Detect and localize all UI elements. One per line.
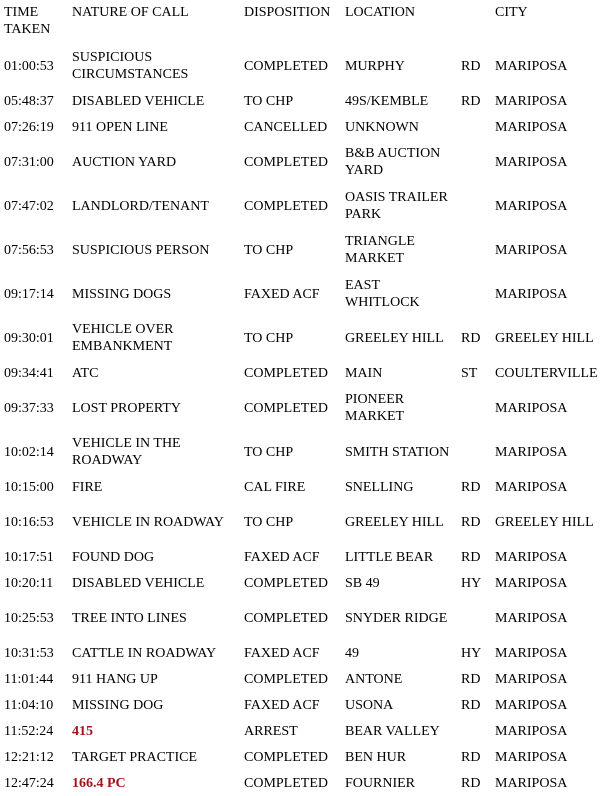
cell-location: BEN HUR [345,749,407,765]
cell-suffix: RD [461,671,481,687]
cell-city: MARIPOSA [495,93,568,109]
cell-time: 01:00:53 [4,58,54,74]
table-row [0,114,614,140]
table-row [0,640,614,666]
table-row [0,44,614,88]
cell-nature: VEHICLE IN ROADWAY [72,514,224,530]
header-disposition: DISPOSITION [244,5,331,20]
cell-location: 49 [345,645,359,661]
cell-suffix: RD [461,749,481,765]
cell-suffix [457,140,491,184]
cell-time: 10:15:00 [4,479,54,495]
cell-disposition: FAXED ACF [244,286,320,302]
cell-city: COULTERVILLE [495,365,598,381]
cell-disposition: CAL FIRE [244,479,306,495]
cell-suffix: RD [461,514,481,530]
cell-time: 07:56:53 [4,242,54,258]
cell-time: 12:47:24 [4,775,54,791]
cell-disposition: COMPLETED [244,365,328,381]
cell-city: MARIPOSA [495,575,568,591]
cell-time: 07:26:19 [4,119,54,135]
cell-location: MAIN [345,365,383,381]
cell-time: 09:17:14 [4,286,54,302]
cell-time: 10:20:11 [4,575,54,591]
cell-location: SNYDER RIDGE [345,610,448,626]
table-row [0,184,614,228]
cell-disposition: ARREST [244,723,298,739]
cell-city: MARIPOSA [495,775,568,791]
table-row [0,744,614,770]
header-nature-of-call: NATURE OF CALL [72,5,189,20]
header-city: CITY [495,5,528,20]
cell-suffix: HY [461,645,482,661]
call-log-table [0,4,614,796]
cell-city: GREELEY HILL [495,330,594,346]
cell-city: MARIPOSA [495,610,568,626]
cell-nature: LANDLORD/TENANT [72,198,209,214]
cell-time: 05:48:37 [4,93,54,109]
cell-disposition: COMPLETED [244,775,328,791]
cell-city: MARIPOSA [495,119,568,135]
cell-suffix: RD [461,549,481,565]
table-row [0,718,614,744]
table-row [0,596,614,640]
cell-location: BEAR VALLEY [345,723,440,739]
cell-suffix: RD [461,697,481,713]
cell-disposition: CANCELLED [244,119,328,135]
cell-suffix: HY [461,575,482,591]
cell-city: MARIPOSA [495,154,568,170]
cell-disposition: FAXED ACF [244,549,320,565]
cell-city: MARIPOSA [495,723,568,739]
cell-city: MARIPOSA [495,549,568,565]
cell-location: LITTLE BEAR [345,549,434,565]
cell-suffix [457,430,491,474]
cell-disposition: TO CHP [244,93,294,109]
cell-nature: ATC [72,365,99,381]
cell-city: MARIPOSA [495,400,568,416]
cell-disposition: FAXED ACF [244,645,320,661]
cell-nature: VEHICLE IN THE ROADWAY [72,436,181,468]
cell-nature: 911 OPEN LINE [72,119,168,135]
cell-nature: DISABLED VEHICLE [72,93,205,109]
cell-location: PIONEER MARKET [345,392,405,424]
header-time-taken: TIME TAKEN [4,5,51,37]
cell-suffix: RD [461,330,481,346]
table-row [0,544,614,570]
cell-city: MARIPOSA [495,697,568,713]
cell-disposition: COMPLETED [244,58,328,74]
cell-suffix [457,228,491,272]
table-row [0,360,614,386]
table-row [0,500,614,544]
cell-location: MURPHY [345,58,405,74]
cell-city: MARIPOSA [495,58,568,74]
cell-time: 11:04:10 [4,697,54,713]
cell-time: 10:31:53 [4,645,54,661]
cell-nature: MISSING DOGS [72,286,172,302]
cell-location: SB 49 [345,575,380,591]
cell-time: 10:17:51 [4,549,54,565]
cell-location: EAST WHITLOCK [345,278,420,310]
cell-time: 07:31:00 [4,154,54,170]
cell-disposition: COMPLETED [244,400,328,416]
cell-location: UNKNOWN [345,119,419,135]
cell-disposition: FAXED ACF [244,697,320,713]
cell-city: GREELEY HILL [495,514,594,530]
cell-suffix [457,184,491,228]
cell-time: 12:21:12 [4,749,54,765]
cell-suffix [457,596,491,640]
cell-city: MARIPOSA [495,479,568,495]
cell-nature: FIRE [72,479,103,495]
cell-suffix [457,114,491,140]
cell-time: 10:16:53 [4,514,54,530]
cell-suffix [457,272,491,316]
table-row [0,228,614,272]
table-row [0,386,614,430]
cell-disposition: COMPLETED [244,749,328,765]
cell-nature: SUSPICIOUS PERSON [72,242,210,258]
cell-nature: 911 HANG UP [72,671,158,687]
cell-time: 10:25:53 [4,610,54,626]
table-row [0,474,614,500]
table-row [0,272,614,316]
cell-city: MARIPOSA [495,645,568,661]
cell-time: 11:01:44 [4,671,54,687]
cell-nature: TARGET PRACTICE [72,749,198,765]
header-row [0,4,614,44]
table-row [0,88,614,114]
cell-location: 49S/KEMBLE [345,93,429,109]
table-row [0,430,614,474]
cell-time: 09:30:01 [4,330,54,346]
cell-disposition: TO CHP [244,444,294,460]
cell-suffix: RD [461,58,481,74]
cell-nature: FOUND DOG [72,549,155,565]
cell-nature: MISSING DOG [72,697,164,713]
cell-time: 10:02:14 [4,444,54,460]
cell-disposition: TO CHP [244,330,294,346]
cell-nature: DISABLED VEHICLE [72,575,205,591]
cell-nature: AUCTION YARD [72,154,177,170]
table-row [0,692,614,718]
cell-disposition: COMPLETED [244,671,328,687]
table-row [0,140,614,184]
cell-suffix: ST [461,365,478,381]
cell-location: USONA [345,697,394,713]
cell-location: ANTONE [345,671,403,687]
cell-location: GREELEY HILL [345,330,444,346]
cell-location: B&B AUCTION YARD [345,146,441,178]
cell-disposition: COMPLETED [244,610,328,626]
cell-city: MARIPOSA [495,749,568,765]
cell-location: SNELLING [345,479,414,495]
header-suffix [457,4,491,44]
cell-suffix [457,718,491,744]
cell-time: 09:34:41 [4,365,54,381]
table-row [0,770,614,796]
cell-location: SMITH STATION [345,444,450,460]
header-location: LOCATION [345,5,415,20]
cell-nature: LOST PROPERTY [72,400,181,416]
cell-disposition: COMPLETED [244,198,328,214]
table-row [0,570,614,596]
cell-disposition: TO CHP [244,514,294,530]
cell-location: GREELEY HILL [345,514,444,530]
cell-suffix: RD [461,775,481,791]
cell-suffix: RD [461,93,481,109]
cell-nature: VEHICLE OVER EMBANKMENT [72,322,174,354]
cell-location: OASIS TRAILER PARK [345,190,448,222]
cell-city: MARIPOSA [495,444,568,460]
cell-nature: SUSPICIOUS CIRCUMSTANCES [72,50,189,82]
cell-nature: 166.4 PC [72,775,126,791]
cell-suffix [457,386,491,430]
cell-nature: CATTLE IN ROADWAY [72,645,217,661]
cell-nature: TREE INTO LINES [72,610,187,626]
cell-city: MARIPOSA [495,198,568,214]
cell-city: MARIPOSA [495,286,568,302]
cell-time: 09:37:33 [4,400,54,416]
cell-disposition: COMPLETED [244,575,328,591]
table-row [0,316,614,360]
cell-city: MARIPOSA [495,671,568,687]
cell-time: 11:52:24 [4,723,54,739]
cell-suffix: RD [461,479,481,495]
cell-disposition: COMPLETED [244,154,328,170]
cell-time: 07:47:02 [4,198,54,214]
cell-location: TRIANGLE MARKET [345,234,415,266]
table-row [0,666,614,692]
cell-location: FOURNIER [345,775,416,791]
cell-nature: 415 [72,723,93,739]
cell-disposition: TO CHP [244,242,294,258]
cell-city: MARIPOSA [495,242,568,258]
